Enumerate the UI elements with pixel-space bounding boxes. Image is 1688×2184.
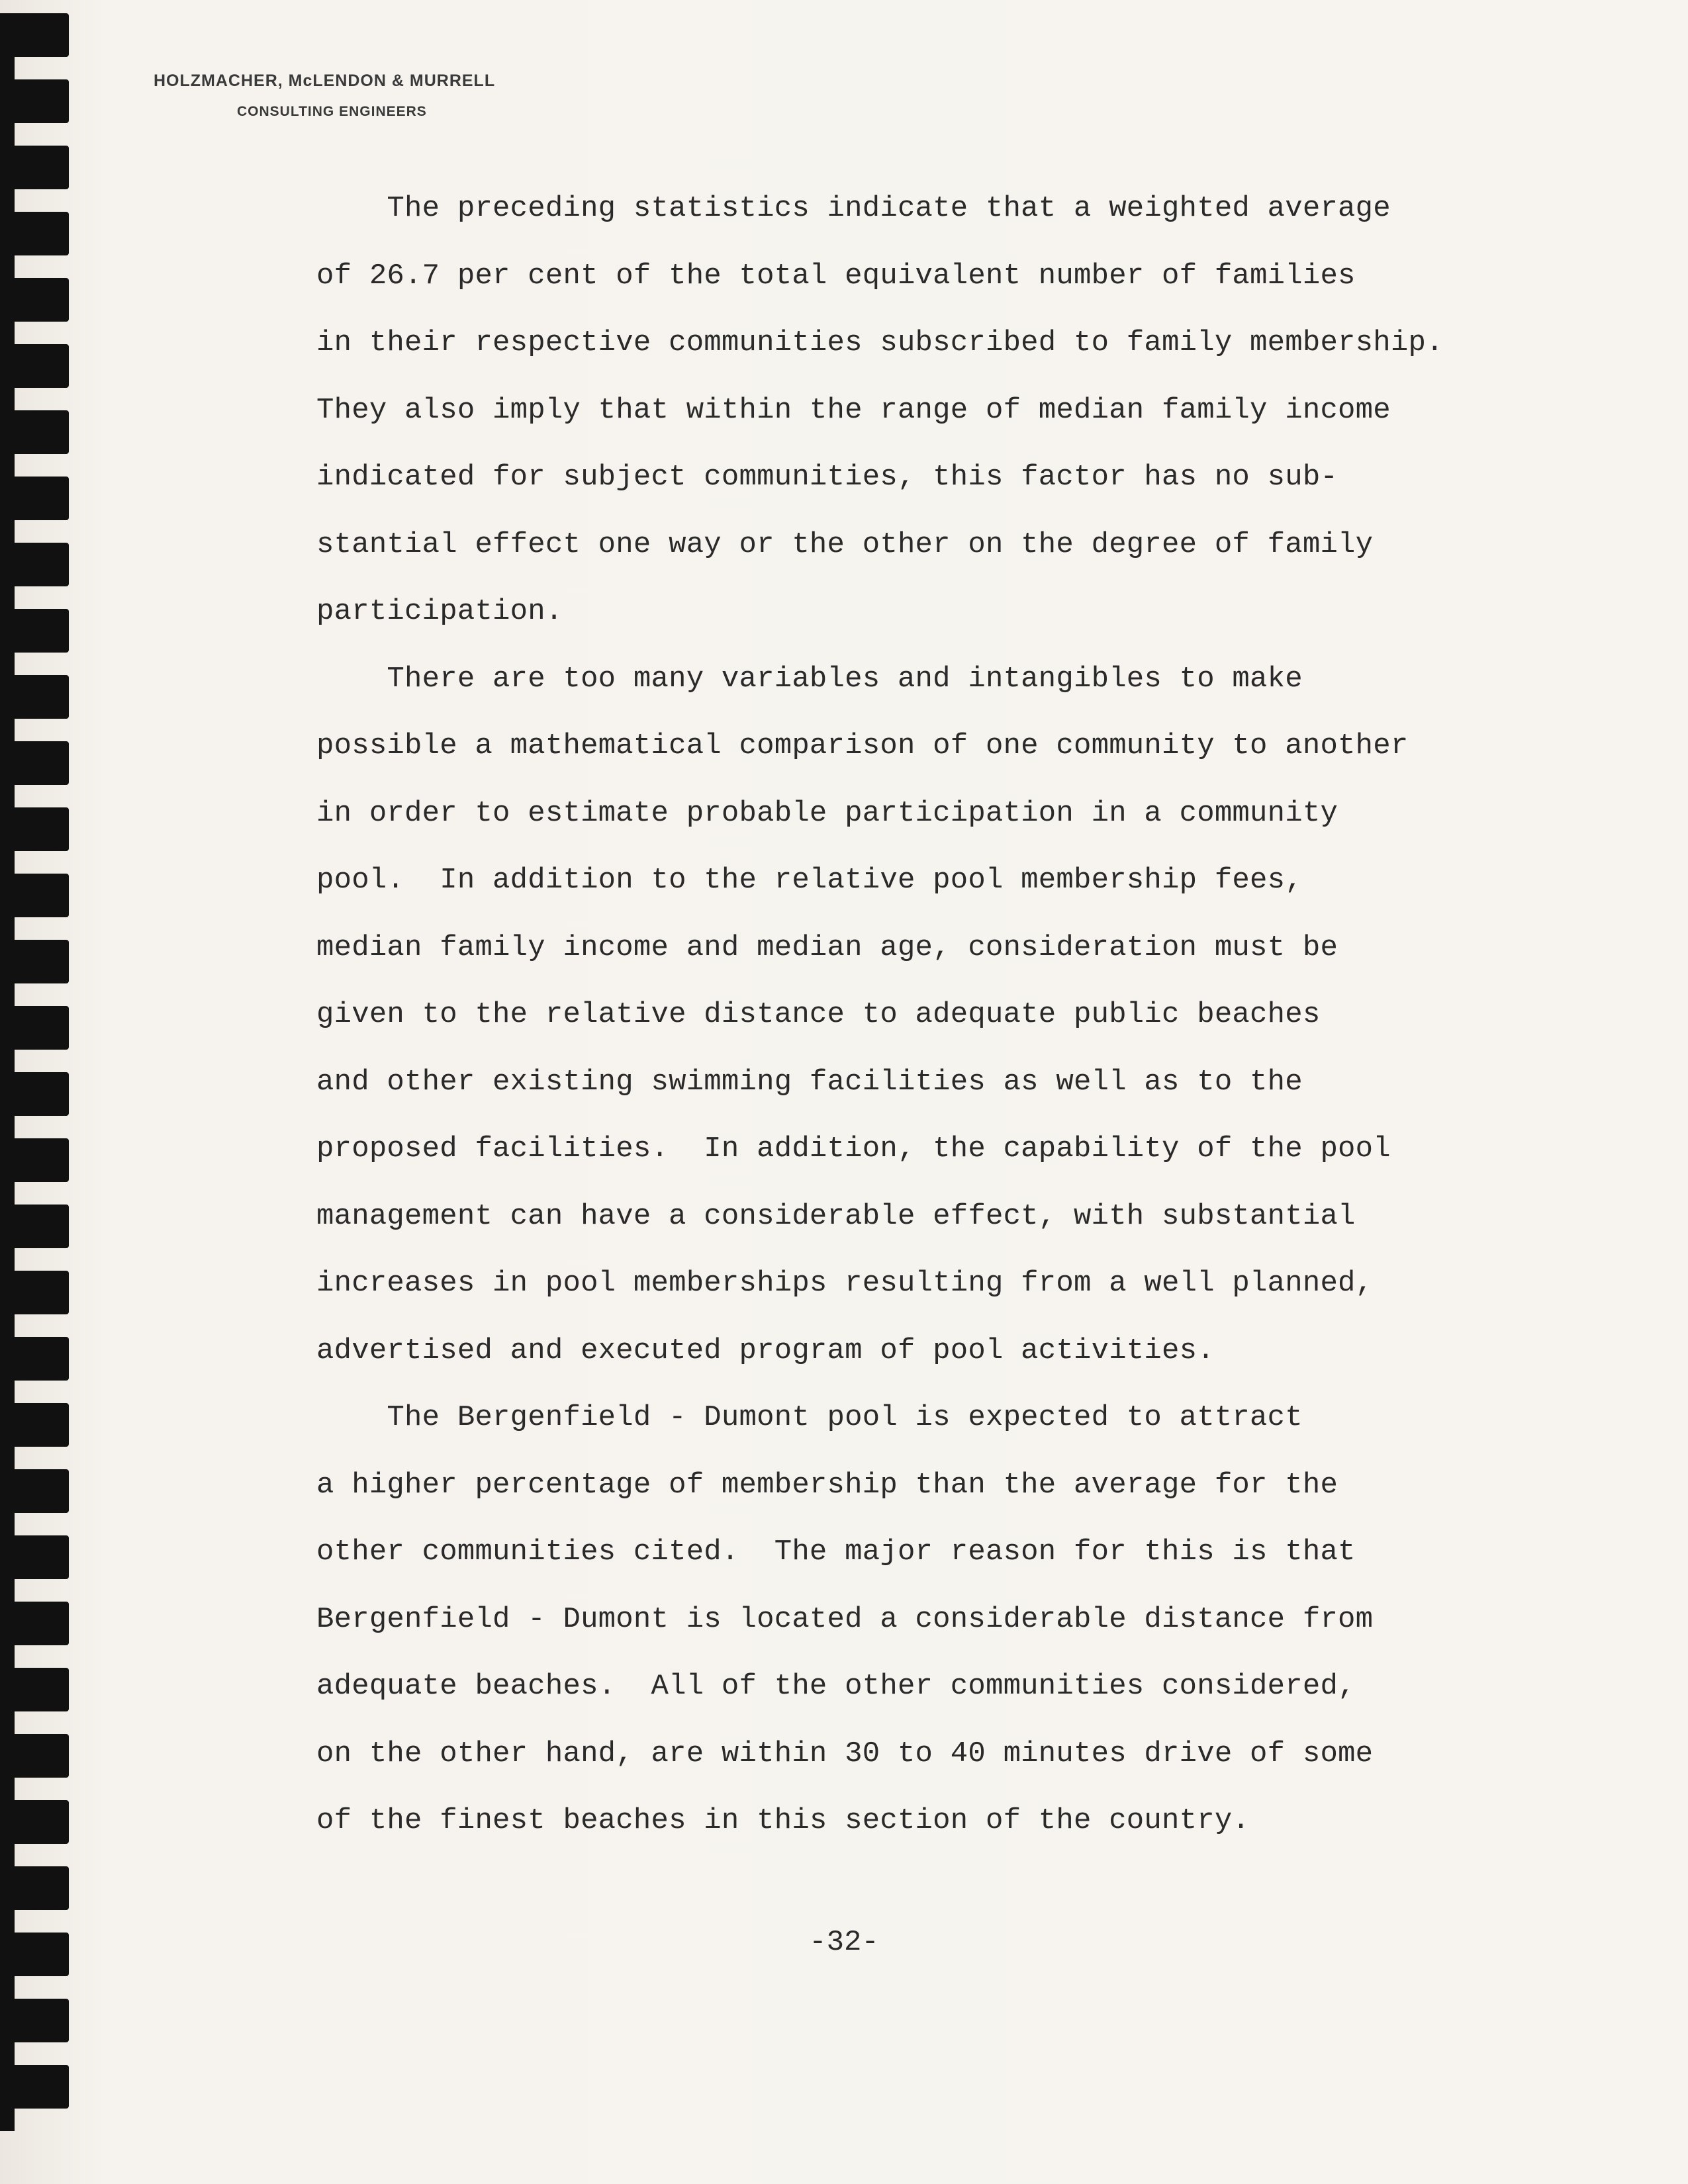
text-line: They also imply that within the range of median family income <box>316 393 1391 427</box>
page-number: -32- <box>809 1926 879 1959</box>
binding-tab <box>0 1668 69 1711</box>
firm-subtitle: CONSULTING ENGINEERS <box>237 104 427 119</box>
binding-tab <box>0 1469 69 1513</box>
text-line: There are too many variables and intangibles to make <box>316 662 1303 696</box>
text-line: stantial effect one way or the other on the degree of family <box>316 527 1374 561</box>
binding-tab <box>0 874 69 917</box>
text-line: advertised and executed program of pool activities. <box>316 1334 1215 1367</box>
text-line: on the other hand, are within 30 to 40 minutes drive of some <box>316 1737 1374 1770</box>
binding-tab <box>0 410 69 454</box>
text-line: The Bergenfield - Dumont pool is expected to attract <box>316 1401 1303 1434</box>
binding-tab <box>0 344 69 388</box>
text-line: management can have a considerable effect, with substantial <box>316 1199 1356 1233</box>
text-line: and other existing swimming facilities as well as to the <box>316 1065 1303 1099</box>
text-line: Bergenfield - Dumont is located a considerable distance from <box>316 1602 1374 1636</box>
text-line: The preceding statistics indicate that a weighted average <box>316 192 1391 225</box>
binding-tab <box>0 1800 69 1844</box>
binding-tab <box>0 477 69 520</box>
binding-tab <box>0 675 69 719</box>
firm-name: HOLZMACHER, McLENDON & MURRELL <box>154 71 496 90</box>
binding-tab <box>0 1006 69 1050</box>
binding-tab <box>0 940 69 983</box>
binding-tab <box>0 212 69 255</box>
text-line: a higher percentage of membership than the average for the <box>316 1468 1338 1502</box>
binding-tab <box>0 1866 69 1910</box>
binding-tab <box>0 1205 69 1248</box>
binding-tab <box>0 1403 69 1447</box>
text-line: in their respective communities subscribed to family membership. <box>316 326 1444 359</box>
text-line: participation. <box>316 595 563 628</box>
binding-tab <box>0 1072 69 1116</box>
binding-tab <box>0 609 69 653</box>
binding-tab <box>0 278 69 322</box>
text-line: possible a mathematical comparison of one community to another <box>316 729 1409 762</box>
text-line: in order to estimate probable participation in a community <box>316 796 1338 830</box>
binding-tab <box>0 1999 69 2042</box>
binding-tab <box>0 1271 69 1314</box>
binding-tab <box>0 543 69 586</box>
text-line: other communities cited. The major reason for this is that <box>316 1535 1356 1569</box>
text-line: given to the relative distance to adequate public beaches <box>316 998 1321 1031</box>
binding-tab <box>0 1602 69 1645</box>
binding-tab <box>0 13 69 57</box>
binding-tab <box>0 1138 69 1182</box>
text-line: adequate beaches. All of the other communities considered, <box>316 1670 1356 1703</box>
text-line: proposed facilities. In addition, the capability of the pool <box>316 1132 1391 1165</box>
binding-tab <box>0 79 69 123</box>
binding-tab <box>0 1734 69 1778</box>
spiral-binding <box>0 13 73 2177</box>
text-line: indicated for subject communities, this factor has no sub- <box>316 461 1338 494</box>
binding-tab <box>0 741 69 785</box>
body-text <box>316 183 1607 1862</box>
binding-tab <box>0 807 69 851</box>
binding-tab <box>0 1337 69 1381</box>
text-line: median family income and median age, consideration must be <box>316 931 1338 964</box>
text-line: pool. In addition to the relative pool membership fees, <box>316 864 1303 897</box>
text-line: of the finest beaches in this section of the country. <box>316 1804 1250 1837</box>
letterhead <box>154 71 495 120</box>
binding-tab <box>0 1535 69 1579</box>
text-line: of 26.7 per cent of the total equivalent number of families <box>316 259 1356 293</box>
binding-tab <box>0 2065 69 2109</box>
text-line: increases in pool memberships resulting from a well planned, <box>316 1267 1374 1300</box>
binding-tab <box>0 146 69 189</box>
